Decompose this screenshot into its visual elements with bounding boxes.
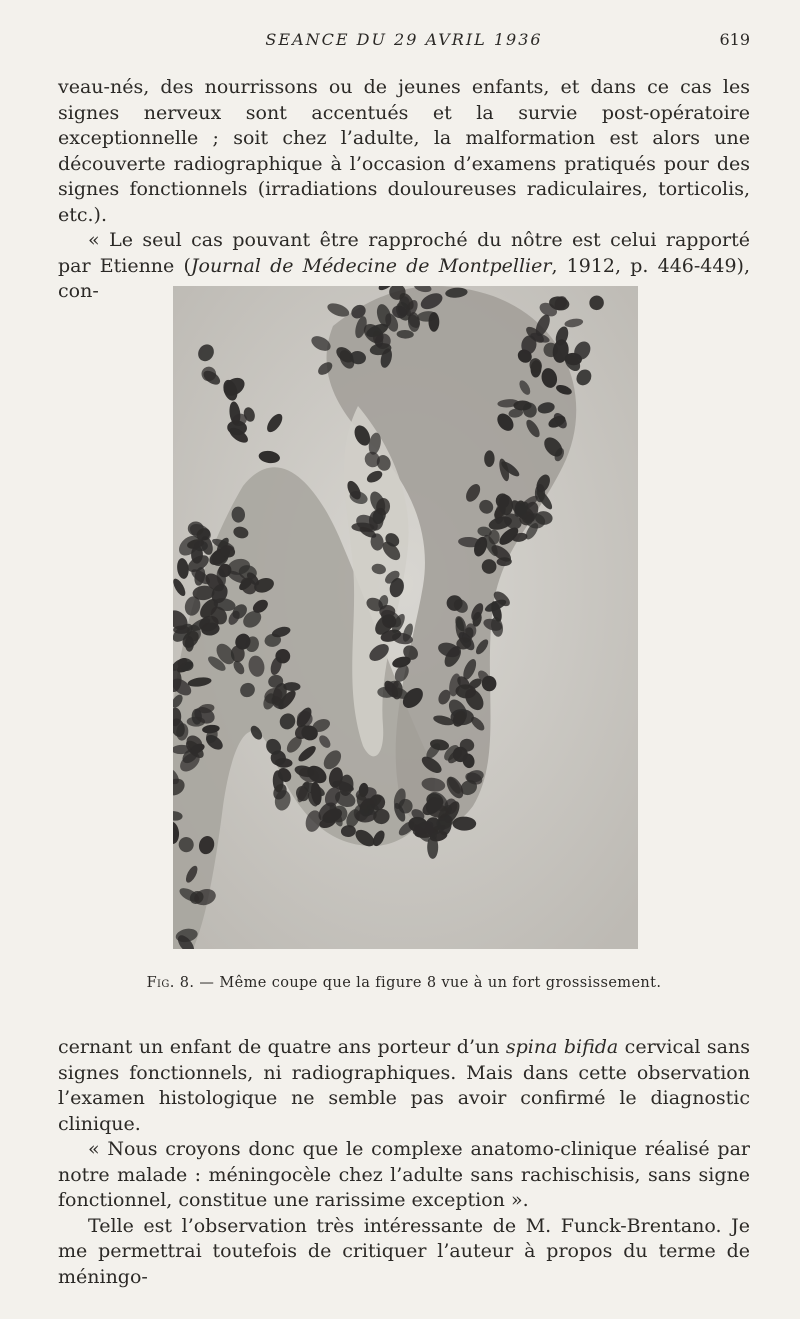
paragraph-text: cervical sans signes fonctionnels, ni radiographiques. Mais dans cette observation l’examen histologique ne semble pas avoir confirmé le diagnostic clinique. [58,1036,750,1135]
paragraph [58,1137,750,1214]
bottom-text-block [58,1035,750,1290]
micrograph-image [173,286,638,949]
paragraph-text: « Le seul cas pouvant être rapproché du nôtre est celui rapporté par Etienne ( [58,229,750,277]
paragraph [58,1214,750,1291]
page-header [58,30,750,54]
paragraph [58,75,750,228]
figure-caption [58,975,750,991]
journal-title: Journal de Médecine de Montpellier [190,254,552,277]
top-text-block [58,75,750,305]
paragraph-text: « Nous croyons donc que le complexe anatomo-clinique réalisé par notre malade : méningocèle chez l’adulte sans rachischisis, sans signe fonctionnel, constitue une rarissime exception ». [58,1138,750,1211]
figure-label: Fig. 8. [146,975,195,991]
page-number: 619 [719,30,750,49]
paragraph-text: veau-nés, des nourrissons ou de jeunes enfants, et dans ce cas les signes nerveux sont accentués et la survie post-opératoire exceptionnelle ; soit chez l’adulte, la malformation est alors une découverte radiographique à l’occasion d’examens pratiqués pour des signes fonctionnels (irradiations douloureuses radiculaires, torticolis, etc.). [58,76,750,226]
paragraph-text: Telle est l’observation très intéressante de M. Funck-Brentano. Je me permettrai toutefois de critiquer l’auteur à propos du terme de méningo- [58,1214,750,1288]
running-title: SEANCE DU 29 AVRIL 1936 [265,30,543,49]
paragraph [58,1035,750,1137]
italic-term: spina bifida [505,1036,619,1058]
paragraph-text: cernant un enfant de quatre ans porteur d’un [58,1036,506,1058]
histology-micrograph [173,286,638,949]
caption-text: — Même coupe que la figure 8 vue à un fort grossissement. [194,975,662,991]
paragraph-text: , 1912, p. 446-449), con- [58,254,751,302]
